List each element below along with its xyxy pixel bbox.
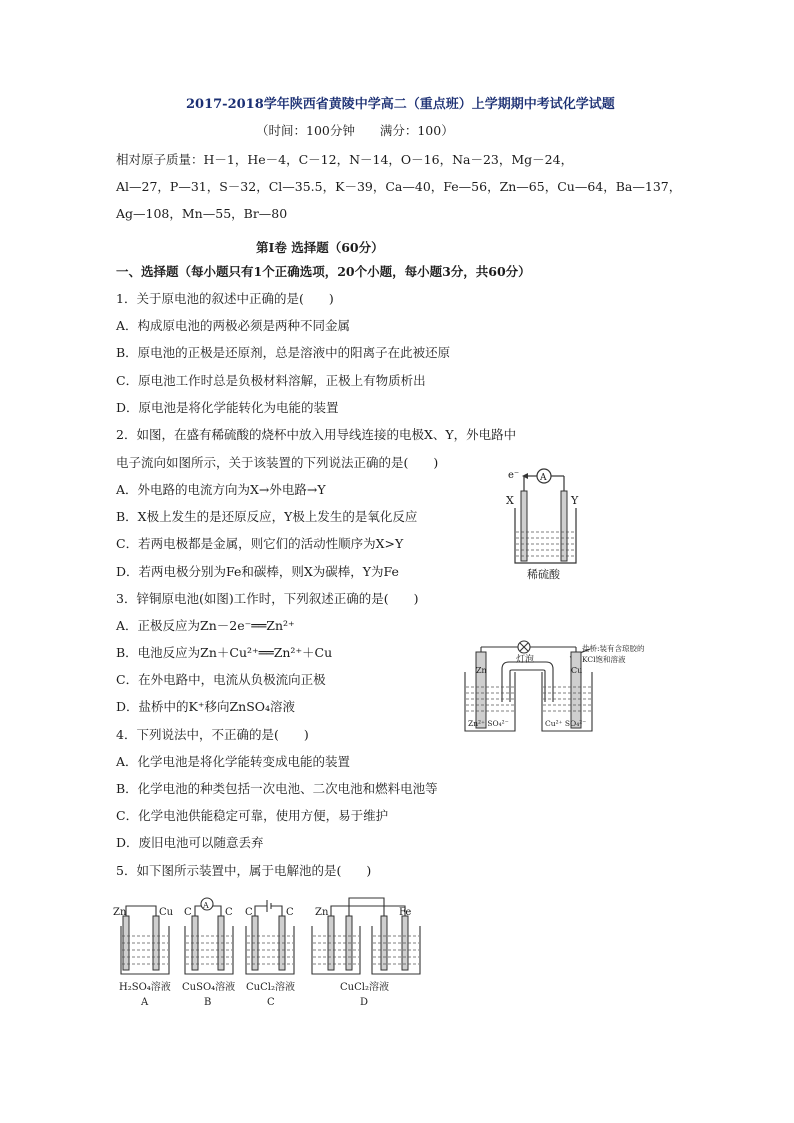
q2-x-label: X: [506, 494, 514, 507]
q2-option-a: A．外电路的电流方向为X→外电路→Y: [116, 482, 326, 497]
q5-stem: 5．如下图所示装置中，属于电解池的是( ): [116, 863, 372, 878]
q3-option-a: A．正极反应为Zn－2e⁻══Zn²⁺: [116, 618, 295, 633]
q5-d-solution: CuCl₂溶液: [340, 982, 389, 993]
q5-a-solution: H₂SO₄溶液: [119, 982, 171, 993]
q1-option-d: D．原电池是将化学能转化为电能的装置: [116, 400, 339, 415]
q5-a-left-electrode: Zn: [113, 907, 127, 918]
q4-option-c: C．化学电池供能稳定可靠，使用方便，易于维护: [116, 808, 389, 823]
q2-cell-figure: [498, 468, 598, 583]
q1-option-c: C．原电池工作时总是负极材料溶解，正极上有物质析出: [116, 373, 426, 388]
q4-option-a: A．化学电池是将化学能转变成电能的装置: [116, 754, 351, 769]
section-heading: 一、选择题（每小题只有1个正确选项，20个小题，每小题3分，共60分）: [116, 264, 531, 279]
q3-stem: 3．锌铜原电池(如图)工作时，下列叙述正确的是( ): [116, 591, 419, 606]
q3-left-ions: Zn²⁺ SO₄²⁻: [468, 719, 509, 728]
q5-a-right-electrode: Cu: [159, 907, 174, 918]
q2-y-label: Y: [571, 494, 579, 507]
q4-stem: 4．下列说法中，不正确的是( ): [116, 727, 309, 742]
atomic-masses-line-1: 相对原子质量：H－1，He－4，C－12，N－14，O－16，Na－23，Mg－24，: [116, 152, 574, 167]
q5-d-letter: D: [360, 997, 369, 1008]
q2-ammeter-label: A: [540, 473, 547, 483]
q3-salt-bridge-note-2: KCl饱和溶液: [582, 655, 626, 664]
q3-option-d: D．盐桥中的K⁺移向ZnSO₄溶液: [116, 699, 296, 714]
page-title: 2017-2018学年陕西省黄陵中学高二（重点班）上学期期中考试化学试题: [186, 97, 615, 112]
q3-option-b: B．电池反应为Zn＋Cu²⁺══Zn²⁺＋Cu: [116, 645, 333, 660]
q4-option-b: B．化学电池的种类包括一次电池、二次电池和燃料电池等: [116, 781, 438, 796]
q2-option-b: B．X极上发生的是还原反应，Y极上发生的是氧化反应: [116, 509, 418, 524]
q3-salt-bridge-note-1: 盐桥:装有含琼胶的: [582, 644, 645, 653]
q5-d-left-electrode: Zn: [315, 907, 329, 918]
q3-bulb-label: 灯泡: [516, 655, 535, 665]
q5-b-letter: B: [204, 997, 212, 1008]
q3-cu-label: Cu: [571, 666, 583, 675]
q5-c-letter: C: [267, 997, 275, 1008]
q1-stem: 1．关于原电池的叙述中正确的是( ): [116, 291, 334, 306]
time-score: （时间：100分钟 满分：100）: [256, 123, 454, 138]
q1-option-a: A．构成原电池的两极必须是两种不同金属: [116, 318, 351, 333]
q5-c-left-electrode: C: [245, 907, 253, 918]
q3-zn-label: Zn: [476, 666, 487, 675]
q5-d-right-electrode: Fe: [399, 907, 412, 918]
q5-cells-figure: [112, 888, 422, 1013]
q5-a-letter: A: [141, 997, 149, 1008]
q3-option-c: C．在外电路中，电流从负极流向正极: [116, 672, 326, 687]
q5-b-meter: A: [203, 901, 209, 910]
q5-b-right-electrode: C: [225, 907, 233, 918]
q4-option-d: D．废旧电池可以随意丢弃: [116, 835, 264, 850]
q2-option-d: D．若两电极分别为Fe和碳棒，则X为碳棒，Y为Fe: [116, 564, 399, 579]
q2-electron-label: e⁻: [508, 470, 520, 481]
q5-c-solution: CuCl₂溶液: [246, 982, 295, 993]
q3-cell-figure: [460, 635, 700, 735]
q2-caption: 稀硫酸: [527, 568, 560, 581]
q5-b-solution: CuSO₄溶液: [182, 982, 236, 993]
q5-c-right-electrode: C: [286, 907, 294, 918]
atomic-masses-line-2: Al—27，P—31，S－32，Cl—35.5，K－39，Ca—40，Fe—56，Zn—65，Cu—64，Ba—137，: [116, 179, 682, 194]
volume-title: 第Ⅰ卷 选择题（60分）: [256, 240, 384, 255]
q2-stem-1: 2．如图，在盛有稀硫酸的烧杯中放入用导线连接的电极X、Y，外电路中: [116, 427, 517, 442]
atomic-masses-line-3: Ag—108，Mn—55，Br—80: [116, 206, 288, 221]
q2-option-c: C．若两电极都是金属，则它们的活动性顺序为X>Y: [116, 536, 404, 551]
q2-stem-2: 电子流向如图所示，关于该装置的下列说法正确的是( ): [116, 455, 439, 470]
q5-b-left-electrode: C: [184, 907, 192, 918]
q3-right-ions: Cu²⁺ SO₄²⁻: [545, 719, 587, 728]
q1-option-b: B．原电池的正极是还原剂，总是溶液中的阳离子在此被还原: [116, 345, 451, 360]
